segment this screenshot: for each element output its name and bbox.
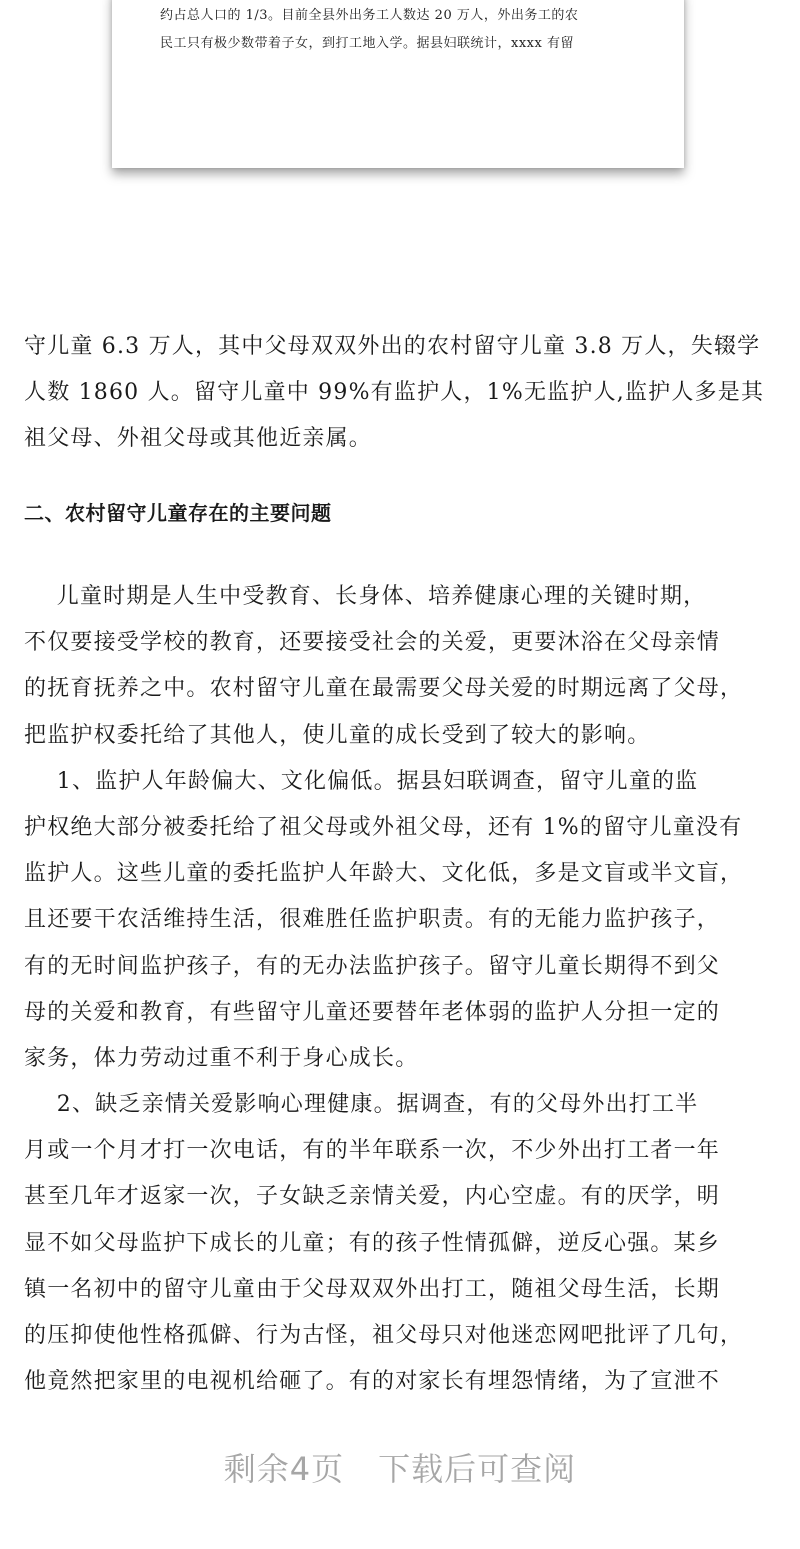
paragraph-line: 母的关爱和教育，有些留守儿童还要替年老体弱的监护人分担一定的: [24, 999, 721, 1025]
paragraph-line: 监护人。这些儿童的委托监护人年龄大、文化低，多是文盲或半文盲，: [24, 861, 744, 887]
paragraph-line: 的抚育抚养之中。农村留守儿童在最需要父母关爱的时期远离了父母，: [24, 676, 744, 702]
paragraph-line: 有的无时间监护孩子，有的无办法监护孩子。留守儿童长期得不到父: [24, 953, 721, 979]
download-prompt[interactable]: [0, 1444, 800, 1490]
paragraph-line: 2、缺乏亲情关爱影响心理健康。据调查，有的父母外出打工半: [24, 1092, 699, 1118]
continuation-paragraph: [24, 324, 780, 463]
paragraph-line: 不仅要接受学校的教育，还要接受社会的关爱，更要沐浴在父母亲情: [24, 630, 721, 656]
preview-line: 民工只有极少数带着子女，到打工地入学。据县妇联统计，xxxx 有留: [160, 36, 574, 51]
paragraph-line: 守儿童 6.3 万人，其中父母双双外出的农村留守儿童 3.8 万人，失辍学: [24, 334, 761, 359]
paragraph-line: 显不如父母监护下成长的儿童；有的孩子性情孤僻，逆反心强。某乡: [24, 1230, 721, 1256]
preview-text: [160, 2, 640, 58]
section-heading: 二、农村留守儿童存在的主要问题: [24, 501, 332, 525]
paragraph-line: 镇一名初中的留守儿童由于父母双双外出打工，随祖父母生活，长期: [24, 1276, 721, 1302]
paragraph-line: 护权绝大部分被委托给了祖父母或外祖父母，还有 1%的留守儿童没有: [24, 814, 743, 840]
paragraph-line: 月或一个月才打一次电话，有的半年联系一次，不少外出打工者一年: [24, 1138, 721, 1164]
paragraph-line: 的压抑使他性格孤僻、行为古怪，祖父母只对他迷恋网吧批评了几句，: [24, 1323, 744, 1348]
download-hint-label: 下载后可查阅: [378, 1450, 577, 1488]
paragraph-line: 且还要干农活维持生活，很难胜任监护职责。有的无能力监护孩子，: [24, 907, 721, 933]
preview-line: 约占总人口的 1/3。目前全县外出务工人数达 20 万人，外出务工的农: [160, 8, 579, 23]
paragraph-line: 甚至几年才返家一次，子女缺乏亲情关爱，内心空虚。有的厌学，明: [24, 1184, 721, 1210]
paragraph-line: 家务，体力劳动过重不利于身心成长。: [24, 1045, 419, 1071]
remaining-pages-label: 剩余4页: [223, 1450, 345, 1488]
paragraph-line: 儿童时期是人生中受教育、长身体、培养健康心理的关键时期，: [24, 584, 707, 609]
paragraph-line: 他竟然把家里的电视机给砸了。有的对家长有埋怨情绪，为了宣泄不: [24, 1369, 721, 1395]
preview-page-card: [112, 0, 684, 168]
paragraph-line: 把监护权委托给了其他人，使儿童的成长受到了较大的影响。: [24, 722, 651, 748]
paragraph-line: 人数 1860 人。留守儿童中 99%有监护人，1%无监护人,监护人多是其: [24, 380, 765, 406]
body-text: [24, 574, 784, 1405]
paragraph-line: 1、监护人年龄偏大、文化偏低。据县妇联调查，留守儿童的监: [24, 768, 699, 794]
paragraph-line: 祖父母、外祖父母或其他近亲属。: [24, 426, 373, 452]
